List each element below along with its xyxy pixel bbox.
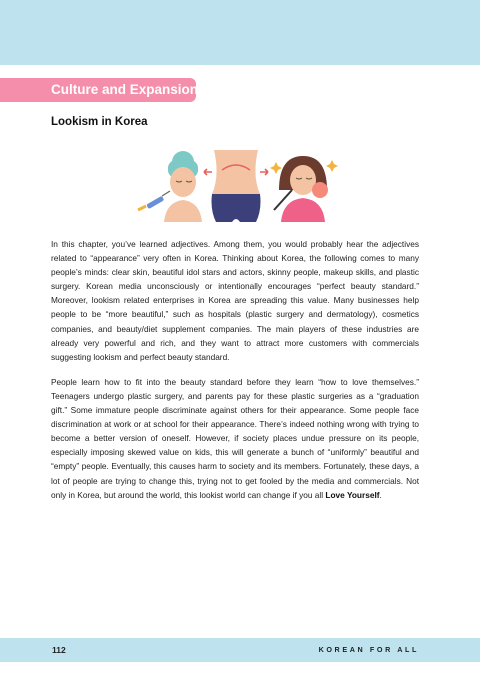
paragraph: In this chapter, you’ve learned adjectives. Among them, you would probably hear the adjectives related to “appearance” very often in Korea. Thinking about Korea, the following comes to many people’s minds: clear skin, beautiful idol stars and actors, skinny people, makeup skills, and plastic surgery. Korean media unconsciously or intentionally encourages “perfect beauty standard.” Moreover, lookism related enterprises in Korea are spreading this value. Many businesses help people to be “more beautiful,” such as hospitals (plastic surgery and dermatology), cosmetics companies, and beauty/diet supplement companies. The main players of these industries are already very powerful and rich, and they want to attract more customers with commercials suggesting lookism and perfect beauty standard. — [51, 239, 419, 362]
section-title: Culture and Expansions — [0, 78, 196, 102]
illustration — [134, 150, 340, 222]
waist-slimming-icon — [204, 150, 268, 222]
paragraph-text: People learn how to fit into the beauty standard before they learn “how to love themselves.” Teenagers undergo plastic surgery, and parents pay for these plastic surgeries as a “graduation gift.” Some immature people discriminate against others for their appearance. Some people face discrimination at work or at school for their appearance. There’s indeed nothing wrong with trying to become a better version of oneself. However, if society places undue pressure on its people, especially imposing skewed value on kids, this will generate a bunch of “uniformly” beautiful and “empty” people. Eventually, this causes harm to society and its members. Fortunately, these days, a lot of people are trying to change this, trying not to get fooled by the media and commercials. Not only in Korea, but around the world, this lookist world can change if you all — [51, 376, 419, 500]
subtitle: Lookism in Korea — [51, 116, 148, 128]
makeup-brush-icon — [270, 156, 338, 222]
emphasis-text: Love Yourself — [325, 489, 380, 500]
ending-punct: . — [379, 489, 382, 500]
header-band — [0, 0, 480, 65]
face-injection-icon — [138, 151, 202, 222]
paragraph — [51, 375, 419, 502]
page-number: 112 — [52, 645, 66, 655]
article-body — [51, 237, 419, 513]
book-title: KOREAN FOR ALL — [318, 645, 419, 654]
footer-band — [0, 638, 480, 662]
